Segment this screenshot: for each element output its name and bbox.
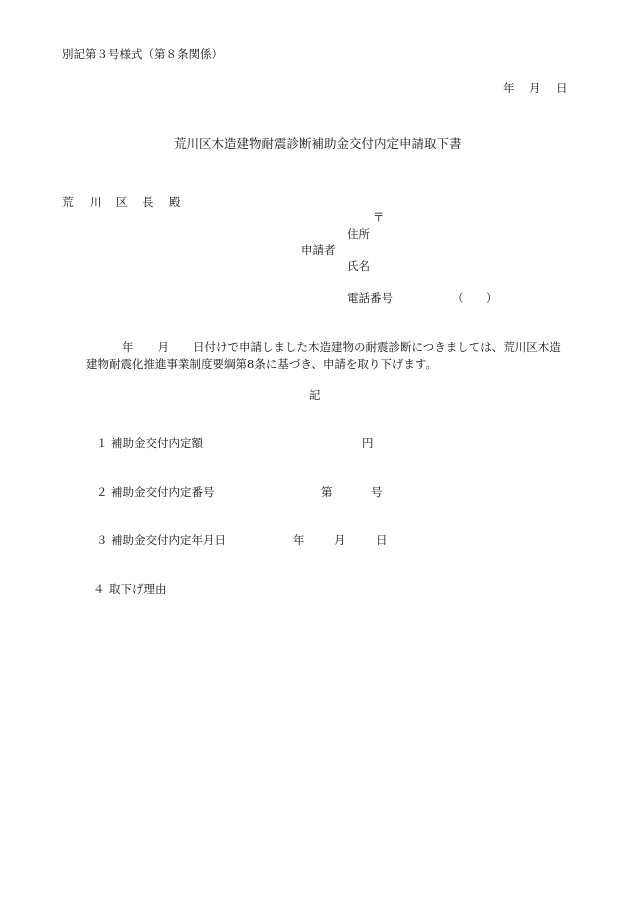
body-text: 日付けで申請しました木造建物の耐震診断につきましては、荒川区木造建物耐震化推進事業制度要綱第8条に基づき、申請を取り下げます。 — [86, 340, 561, 371]
item-3-label: 補助金交付内定年月日 — [111, 533, 226, 547]
item-2-gou: 号 — [371, 485, 383, 499]
date-month: 月 — [529, 81, 541, 95]
item-2-dai: 第 — [321, 485, 333, 499]
item-4-number: ４ — [93, 582, 105, 596]
item-3-number: ３ — [96, 533, 108, 547]
body-paragraph — [86, 339, 570, 373]
addressee-char-2: 川 — [90, 195, 102, 209]
applicant-label: 申請者 — [301, 243, 336, 257]
phone-label: 電話番号 — [347, 291, 393, 305]
addressee-char-4: 長 — [142, 195, 154, 209]
phone-paren-close: ） — [486, 291, 498, 305]
item-2-number: ２ — [96, 485, 108, 499]
item-1-number: １ — [96, 436, 108, 450]
body-year: 年 — [122, 340, 134, 354]
item-3-year: 年 — [293, 533, 305, 547]
item-3-month: 月 — [334, 533, 346, 547]
name-label: 氏名 — [347, 259, 370, 273]
postal-mark: 〒 — [373, 210, 385, 224]
item-4-label: 取下げ理由 — [109, 582, 167, 596]
item-2-label: 補助金交付内定番号 — [111, 485, 215, 499]
item-1-label: 補助金交付内定額 — [111, 436, 203, 450]
item-3-day: 日 — [376, 533, 388, 547]
document-title: 荒川区木造建物耐震診断補助金交付内定申請取下書 — [174, 136, 462, 151]
date-year: 年 — [503, 81, 515, 95]
ki-heading: 記 — [309, 388, 321, 402]
form-label: 別記第３号様式（第８条関係） — [62, 47, 223, 61]
addressee-char-3: 区 — [116, 195, 128, 209]
date-day: 日 — [556, 81, 568, 95]
body-month: 月 — [157, 340, 169, 354]
phone-paren-open: （ — [452, 291, 464, 305]
addressee-char-5: 殿 — [169, 195, 181, 209]
addressee-char-1: 荒 — [62, 195, 74, 209]
item-1-yen: 円 — [362, 436, 374, 450]
address-label: 住所 — [347, 227, 370, 241]
